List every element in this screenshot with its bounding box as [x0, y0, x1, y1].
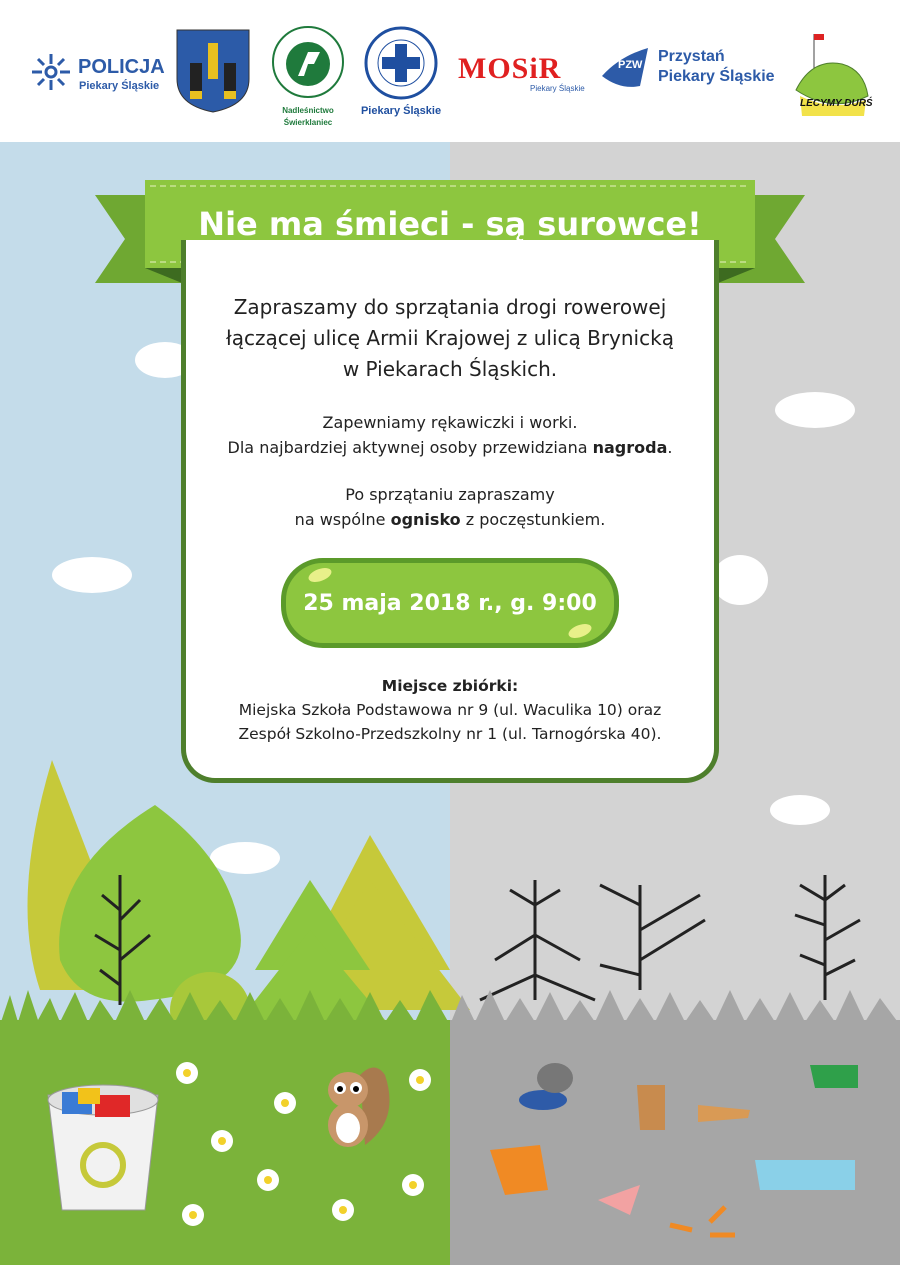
- recycling-bin-icon: [48, 1085, 158, 1210]
- lasy-line2: Świerklaniec: [283, 118, 333, 127]
- after-line1: Po sprzątaniu zapraszamy: [345, 485, 555, 504]
- meeting-label: Miejsce zbiórki:: [381, 677, 519, 695]
- wopr-sub: Piekary Śląskie: [360, 105, 442, 117]
- lecymy-name: LECYMY DURŚ: [800, 98, 873, 109]
- after-line2: [0, 507, 900, 532]
- przystan-line1: Przystań: [658, 48, 725, 65]
- intro-line: łączącej ulicę Armii Krajowej z ulicą Brynicką: [226, 326, 674, 350]
- shine-icon: [567, 621, 594, 640]
- after-pre: na wspólne: [294, 510, 391, 529]
- event-date: 25 maja 2018 r., g. 9:00: [303, 590, 597, 616]
- provide-line2: [0, 435, 900, 460]
- lasy-line1: Nadleśnictwo: [282, 106, 334, 115]
- mosir-sub: Piekary Śląskie: [530, 84, 585, 93]
- mosir-name: MOSiR: [458, 52, 562, 85]
- svg-text:PZW: PZW: [618, 59, 643, 71]
- prize-highlight: nagroda: [592, 438, 668, 457]
- meeting-line1: Miejska Szkoła Podstawowa nr 9 (ul. Waculika 10) oraz: [238, 701, 662, 719]
- poster-title: Nie ma śmieci - są surowce!: [198, 205, 702, 243]
- meeting-place: [0, 674, 900, 746]
- after-text: [0, 482, 900, 532]
- provide-line1: Zapewniamy rękawiczki i worki.: [322, 413, 578, 432]
- intro-line: w Piekarach Śląskich.: [342, 357, 558, 381]
- intro-text: [0, 292, 900, 385]
- provide-post: .: [667, 438, 673, 457]
- event-date-badge: [281, 558, 619, 648]
- bonfire-highlight: ognisko: [390, 510, 461, 529]
- meeting-line2: Zespół Szkolno-Przedszkolny nr 1 (ul. Tarnogórska 40).: [238, 725, 662, 743]
- provide-text: [0, 410, 900, 460]
- intro-line: Zapraszamy do sprzątania drogi rowerowej: [233, 295, 667, 319]
- shine-icon: [307, 565, 334, 584]
- przystan-line2: Piekary Śląskie: [658, 68, 775, 85]
- after-post: z poczęstunkiem.: [460, 510, 606, 529]
- policja-name: POLICJA: [78, 56, 165, 78]
- provide-pre: Dla najbardziej aktywnej osoby przewidziana: [227, 438, 593, 457]
- policja-sub: Piekary Śląskie: [79, 80, 160, 92]
